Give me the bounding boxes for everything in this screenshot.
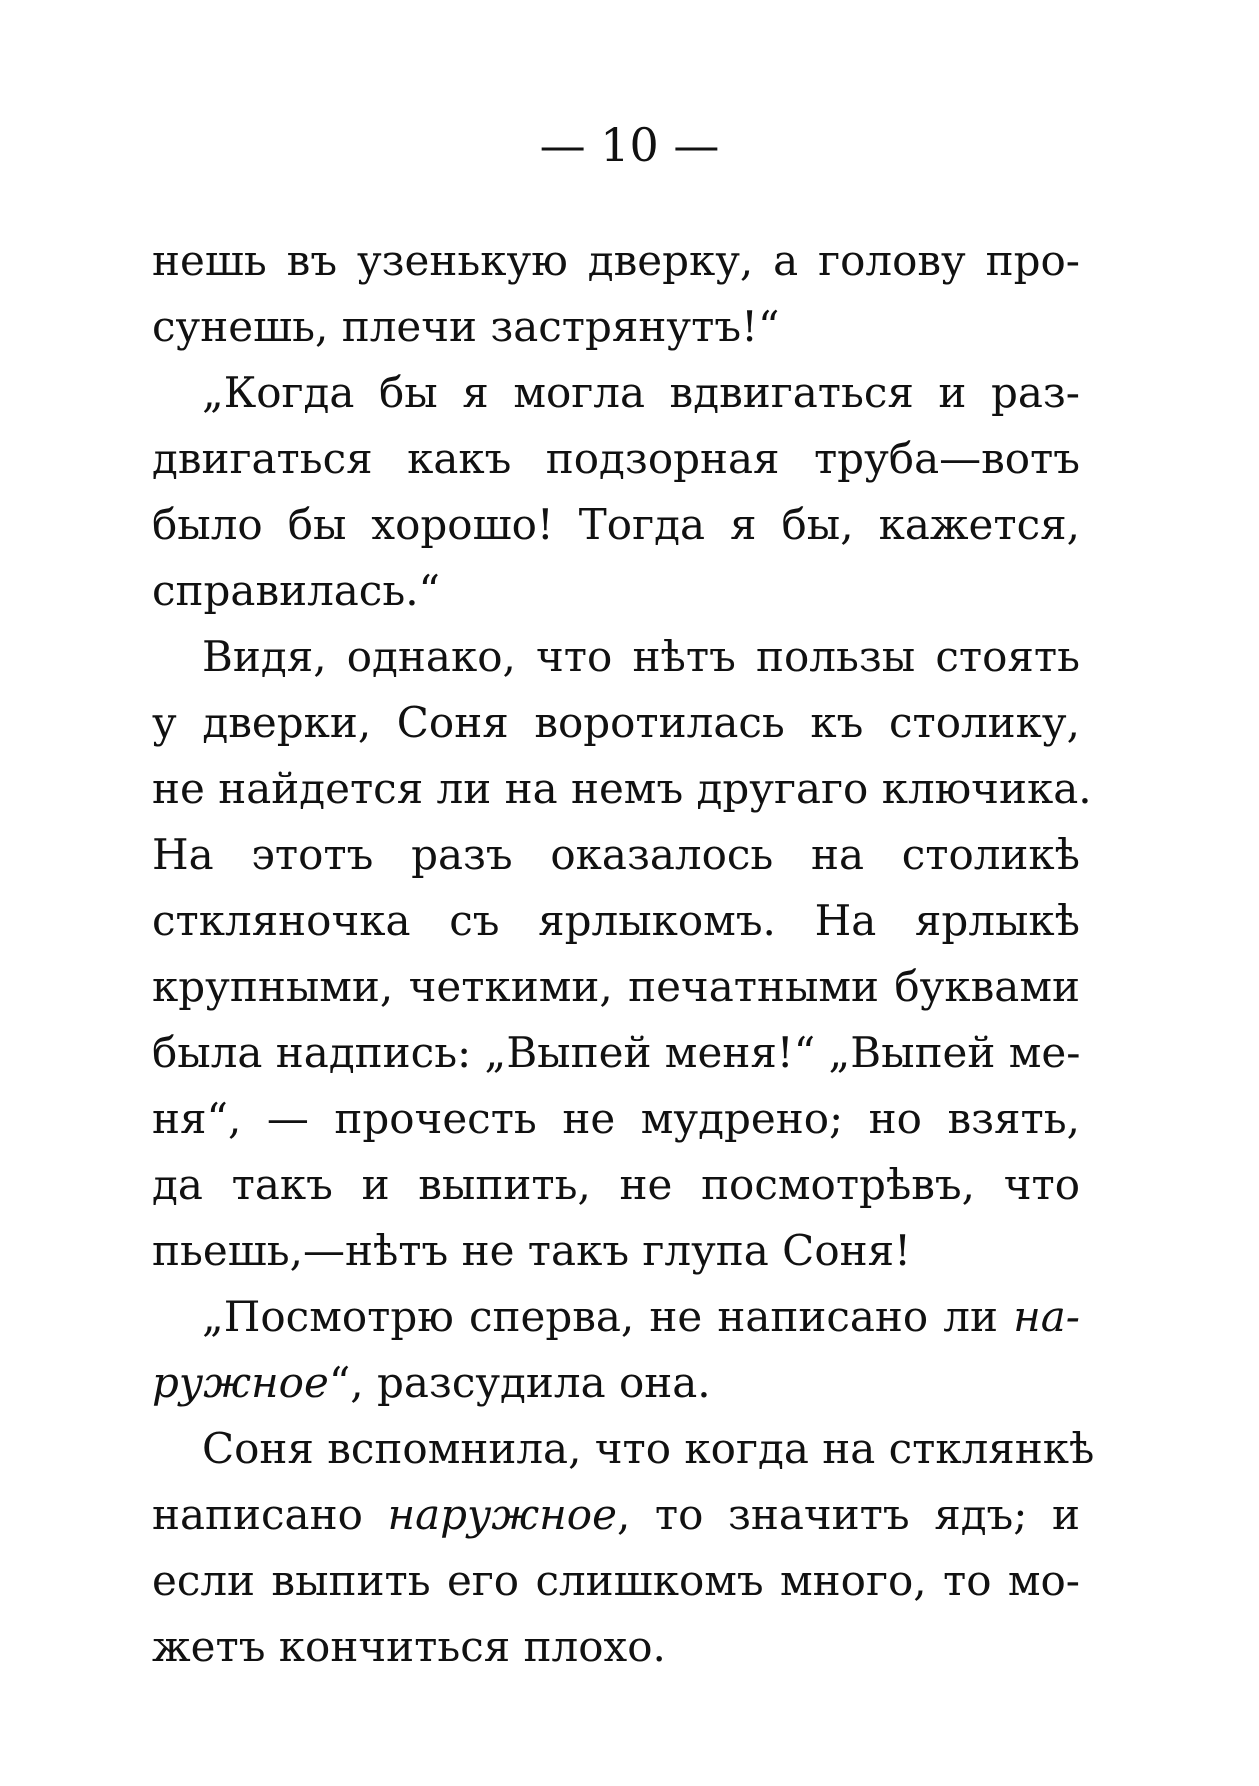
text-line: крупными, четкими, печатными буквами bbox=[152, 962, 1080, 1011]
text-line: справилась.“ bbox=[152, 566, 441, 615]
text-line: На этотъ разъ оказалось на столикѣ bbox=[152, 830, 1080, 879]
text-line: ня“, — прочесть не мудрено; но взять, bbox=[152, 1094, 1080, 1143]
page-text bbox=[152, 228, 1095, 1680]
text-line: „Посмотрю сперва, не написано ли на- bbox=[202, 1292, 1080, 1341]
text-line: „Когда бы я могла вдвигаться и раз- bbox=[202, 368, 1080, 417]
text-line: Видя, однако, что нѣтъ пользы стоять bbox=[202, 632, 1080, 681]
text-line: Соня вспомнила, что когда на стклянкѣ bbox=[202, 1424, 1095, 1473]
text-line: ружное“, разсудила она. bbox=[152, 1358, 711, 1407]
italic-word: на- bbox=[1013, 1292, 1080, 1341]
text-line: если выпить его слишкомъ много, то мо- bbox=[152, 1556, 1080, 1605]
text-line: нешь въ узенькую дверку, а голову про- bbox=[152, 236, 1080, 285]
italic-word: ружное bbox=[152, 1358, 329, 1407]
text-line: не найдется ли на немъ другаго ключика. bbox=[152, 764, 1092, 813]
text-line: написано наружное, то значитъ ядъ; и bbox=[152, 1490, 1080, 1539]
text-line: жетъ кончиться плохо. bbox=[152, 1622, 666, 1671]
text-line: да такъ и выпить, не посмотрѣвъ, что bbox=[152, 1160, 1080, 1209]
text-line: было бы хорошо! Тогда я бы, кажется, bbox=[152, 500, 1080, 549]
text-line: двигаться какъ подзорная труба—вотъ bbox=[152, 434, 1080, 483]
text-line: сунешь, плечи застрянутъ!“ bbox=[152, 302, 780, 351]
page-number: — 10 — bbox=[539, 118, 720, 172]
text-line: у дверки, Соня воротилась къ столику, bbox=[152, 698, 1080, 747]
text-line: сткляночка съ ярлыкомъ. На ярлыкѣ bbox=[152, 896, 1080, 945]
text-line: пьешь,—нѣтъ не такъ глупа Соня! bbox=[152, 1226, 911, 1275]
text-line: была надпись: „Выпей меня!“ „Выпей ме- bbox=[152, 1028, 1081, 1077]
italic-word: наружное bbox=[387, 1490, 617, 1539]
